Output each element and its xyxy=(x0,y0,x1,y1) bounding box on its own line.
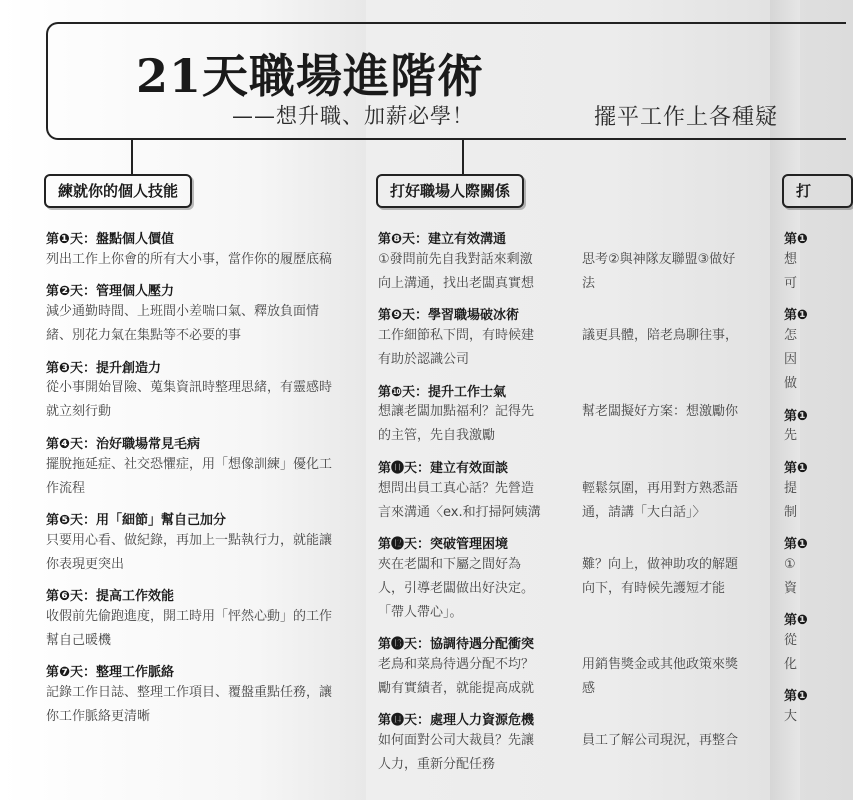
day-3-text-line-2: 就立刻行動 xyxy=(46,404,112,419)
day-13-text-b2: 感 xyxy=(582,681,596,696)
day-3-heading: 第❸天：提升創造力 xyxy=(46,361,162,376)
day-2-text-line-1: 減少通勤時間、上班間小差喘口氣、釋放負面情 xyxy=(46,304,320,319)
day-12-text-a3: 「帶人帶心」。 xyxy=(378,605,463,620)
col3-row-13: 第❶ xyxy=(784,537,809,552)
col3-row-14: ① xyxy=(784,557,796,572)
day-11-text-b1: 輕鬆氛圍，再用對方熟悉語 xyxy=(582,481,739,496)
day-9-heading: 第❾天：學習職場破冰術 xyxy=(378,308,520,323)
col3-row-12: 制 xyxy=(784,505,798,520)
col3-row-6: 因 xyxy=(784,352,798,367)
day-6-text-line-2: 幫自己暖機 xyxy=(46,633,112,648)
col3-row-15: 資 xyxy=(784,581,798,596)
day-6-text-line-1: 收假前先偷跑進度，開工時用「怦然心動」的工作 xyxy=(46,609,333,624)
day-11-text-a2: 言來溝通〈ex.和打掃阿姨溝 xyxy=(378,505,541,520)
page-subtitle: ——想升職、加薪必學！ xyxy=(232,104,474,128)
connector-line-1 xyxy=(131,140,133,174)
col3-row-2: 想 xyxy=(784,252,798,267)
day-10-text-a1: 想讓老闆加點福利？記得先 xyxy=(378,404,535,419)
day-2-text-line-2: 緒、別花力氣在集點等不必要的事 xyxy=(46,328,242,343)
day-4-text-line-1: 擺脫拖延症、社交恐懼症，用「想像訓練」優化工 xyxy=(46,457,333,472)
day-10-text-b1: 幫老闆擬好方案：想激勵你 xyxy=(582,404,739,419)
col3-row-8: 第❶ xyxy=(784,409,809,424)
page-title: 21天職場進階術 xyxy=(136,49,485,103)
day-9-text-a2: 有助於認識公司 xyxy=(378,352,470,367)
day-7-heading: 第❼天：整理工作脈絡 xyxy=(46,665,175,680)
col3-row-11: 提 xyxy=(784,481,798,496)
day-5-text-line-2: 你表現更突出 xyxy=(46,557,125,572)
day-12-text-a2: 人，引導老闆做出好決定。 xyxy=(378,581,535,596)
day-12-text-a1: 夾在老闆和下屬之間好為 xyxy=(378,557,522,572)
day-1-text: 列出工作上你會的所有大小事，當作你的履歷底稿 xyxy=(46,252,333,267)
day-9-text-a1: 工作細節私下問，有時候建 xyxy=(378,328,535,343)
col3-row-20: 大 xyxy=(784,709,798,724)
day-11-heading: 第⓫天：建立有效面談 xyxy=(378,461,509,476)
category-workplace-relations: 打好職場人際關係 xyxy=(376,174,524,208)
day-8-text-b1: 思考②與神隊友聯盟③做好 xyxy=(582,252,736,267)
day-13-heading: 第⓭天：協調待遇分配衝突 xyxy=(378,637,535,652)
day-5-text-line-1: 只要用心看、做紀錄，再加上一點執行力，就能讓 xyxy=(46,533,333,548)
page-tagline: 擺平工作上各種疑 xyxy=(594,105,779,130)
col3-row-4: 第❶ xyxy=(784,308,809,323)
day-10-heading: 第❿天：提升工作士氣 xyxy=(378,385,507,400)
col3-row-16: 第❶ xyxy=(784,613,809,628)
connector-line-2 xyxy=(462,140,464,174)
day-14-text-b1: 員工了解公司現況，再整合 xyxy=(582,733,739,748)
col3-row-18: 化 xyxy=(784,657,798,672)
category-third-column: 打 xyxy=(782,174,853,208)
day-9-text-b1: 議更具體，陪老鳥聊往事， xyxy=(582,328,739,343)
day-7-text-line-2: 你工作脈絡更清晰 xyxy=(46,709,151,724)
day-1-heading: 第❶天：盤點個人價值 xyxy=(46,232,175,247)
col3-row-7: 做 xyxy=(784,376,798,391)
day-14-heading: 第⓮天：處理人力資源危機 xyxy=(378,713,535,728)
day-3-text-line-1: 從小事開始冒險、蒐集資訊時整理思緒，有靈感時 xyxy=(46,380,333,395)
day-11-text-b2: 通，請講「大白話」〉 xyxy=(582,505,706,520)
day-12-heading: 第⓬天：突破管理困境 xyxy=(378,537,509,552)
day-13-text-a1: 老鳥和菜鳥待遇分配不均？ xyxy=(378,657,535,672)
col3-row-3: 可 xyxy=(784,276,798,291)
day-8-heading: 第❽天：建立有效溝通 xyxy=(378,232,507,247)
col3-row-10: 第❶ xyxy=(784,461,809,476)
day-4-heading: 第❹天：治好職場常見毛病 xyxy=(46,437,201,452)
day-8-text-b2: 法 xyxy=(582,276,596,291)
col3-row-9: 先 xyxy=(784,428,798,443)
day-13-text-a2: 勵有實績者，就能提高成就 xyxy=(378,681,535,696)
day-12-text-b2: 向下，有時候先護短才能 xyxy=(582,581,726,596)
day-14-text-a1: 如何面對公司大裁員？先讓 xyxy=(378,733,535,748)
col3-row-5: 怎 xyxy=(784,328,798,343)
col3-row-19: 第❶ xyxy=(784,689,809,704)
day-2-heading: 第❷天：管理個人壓力 xyxy=(46,284,175,299)
day-8-text-a2: 向上溝通，找出老闆真實想 xyxy=(378,276,535,291)
day-4-text-line-2: 作流程 xyxy=(46,481,86,496)
day-8-text-a1: ①發問前先自我對話來剩激 xyxy=(378,252,533,267)
day-12-text-b1: 難？向上，做神助攻的解題 xyxy=(582,557,739,572)
category-personal-skills: 練就你的個人技能 xyxy=(44,174,192,208)
day-10-text-a2: 的主管，先自我激勵 xyxy=(378,428,496,443)
day-11-text-a1: 想問出員工真心話？先營造 xyxy=(378,481,535,496)
day-5-heading: 第❺天：用「細節」幫自己加分 xyxy=(46,513,227,528)
day-7-text-line-1: 記錄工作日誌、整理工作項目、覆盤重點任務，讓 xyxy=(46,685,333,700)
day-14-text-a2: 人力，重新分配任務 xyxy=(378,757,496,772)
day-6-heading: 第❻天：提高工作效能 xyxy=(46,589,175,604)
col3-row-1: 第❶ xyxy=(784,232,809,247)
col3-row-17: 從 xyxy=(784,633,798,648)
day-13-text-b1: 用銷售獎金或其他政策來獎 xyxy=(582,657,739,672)
